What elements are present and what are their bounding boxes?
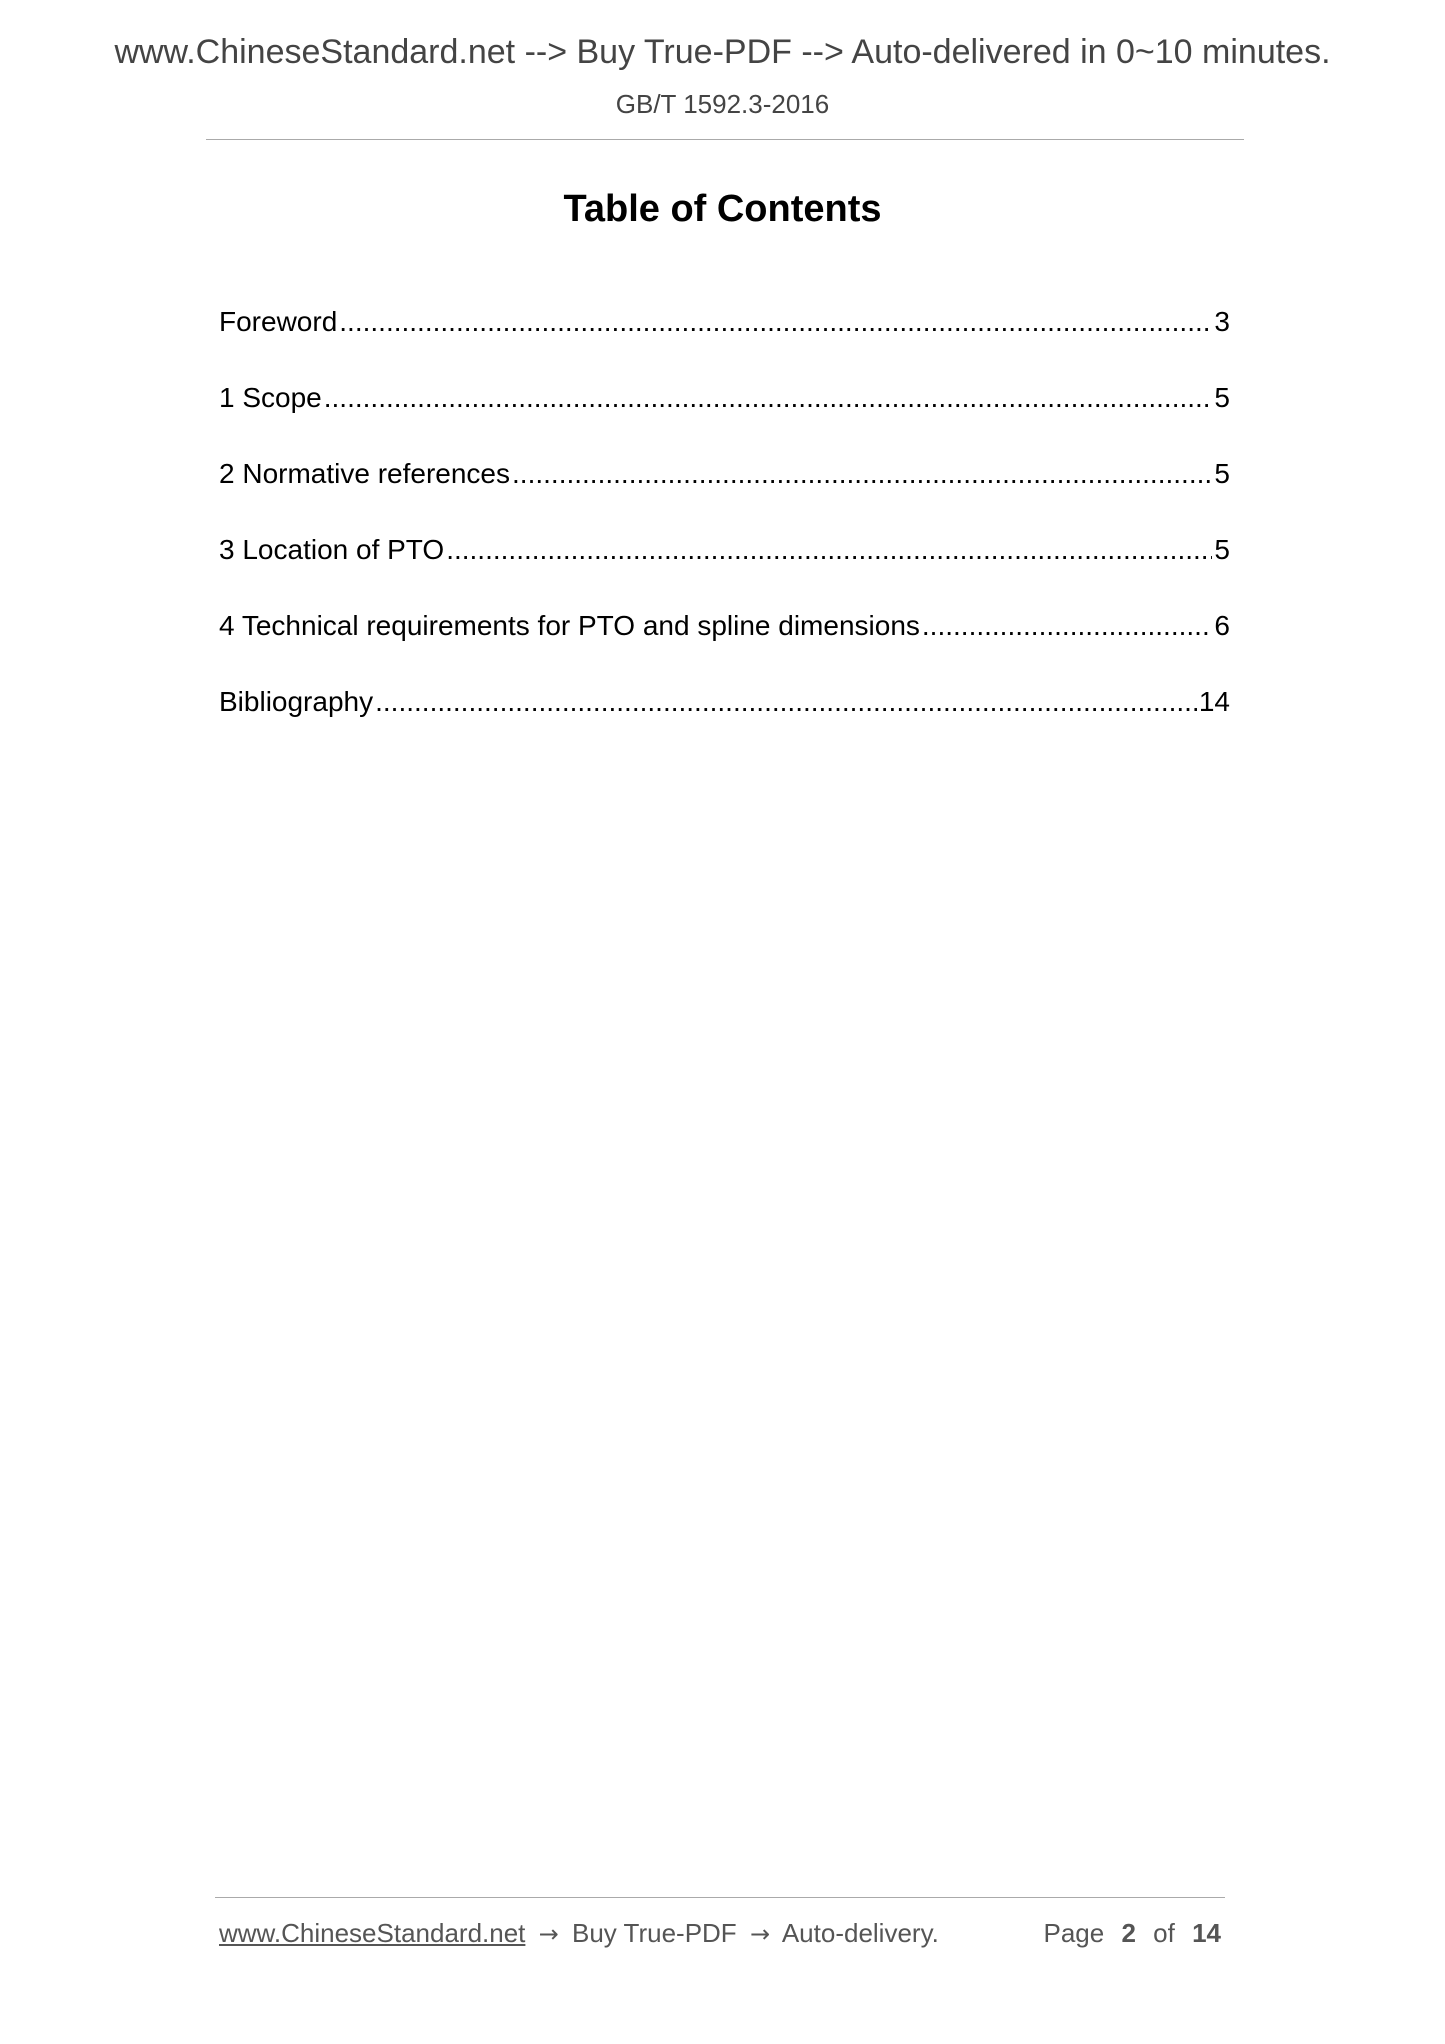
toc-entry-location-of-pto[interactable] — [219, 528, 1230, 604]
footer-buy-text: Buy True-PDF — [571, 1918, 737, 1948]
toc-entry-page: 3 — [1214, 306, 1230, 337]
toc-entry-label: 1 Scope — [219, 382, 322, 413]
header-divider — [206, 139, 1244, 140]
page-label: Page — [1043, 1918, 1105, 1948]
page-number — [1043, 1915, 1221, 1951]
toc-entry-normative-references[interactable] — [219, 452, 1230, 528]
toc-leader-dots — [446, 528, 1212, 572]
toc-entry-page: 14 — [1198, 686, 1230, 717]
total-pages-number: 14 — [1192, 1918, 1221, 1948]
toc-entry-label: 3 Location of PTO — [219, 534, 445, 565]
toc-title: Table of Contents — [563, 188, 882, 230]
right-arrow-icon: → — [749, 1920, 771, 1948]
toc-list — [219, 300, 1230, 756]
toc-leader-dots — [922, 604, 1213, 648]
right-arrow-icon: → — [538, 1920, 559, 1948]
header-banner: www.ChineseStandard.net --> Buy True-PDF --> Auto-delivered in 0~10 minutes. — [114, 33, 1331, 71]
of-label: of — [1153, 1918, 1175, 1948]
toc-leader-dots — [375, 680, 1197, 724]
toc-leader-dots — [512, 452, 1212, 496]
toc-entry-label: 2 Normative references — [219, 458, 511, 489]
toc-entry-scope[interactable] — [219, 376, 1230, 452]
toc-entry-foreword[interactable] — [219, 300, 1230, 376]
toc-entry-label: Bibliography — [219, 686, 374, 717]
footer-delivery-text: Auto-delivery. — [781, 1918, 939, 1948]
toc-entry-label: 4 Technical requirements for PTO and spline dimensions — [219, 610, 920, 641]
toc-leader-dots — [339, 300, 1212, 344]
footer-promo — [219, 1915, 939, 1952]
document-code: GB/T 1592.3-2016 — [615, 89, 830, 119]
toc-entry-page: 5 — [1214, 534, 1230, 565]
toc-entry-technical-requirements[interactable] — [219, 604, 1230, 680]
toc-entry-page: 5 — [1214, 458, 1230, 489]
toc-leader-dots — [324, 376, 1213, 420]
footer-site-link[interactable]: www.ChineseStandard.net — [219, 1918, 526, 1948]
toc-entry-label: Foreword — [219, 306, 338, 337]
toc-entry-page: 5 — [1214, 382, 1230, 413]
toc-entry-page: 6 — [1214, 610, 1230, 641]
footer-divider — [215, 1897, 1225, 1898]
toc-entry-bibliography[interactable] — [219, 680, 1230, 756]
current-page-number: 2 — [1121, 1918, 1136, 1948]
